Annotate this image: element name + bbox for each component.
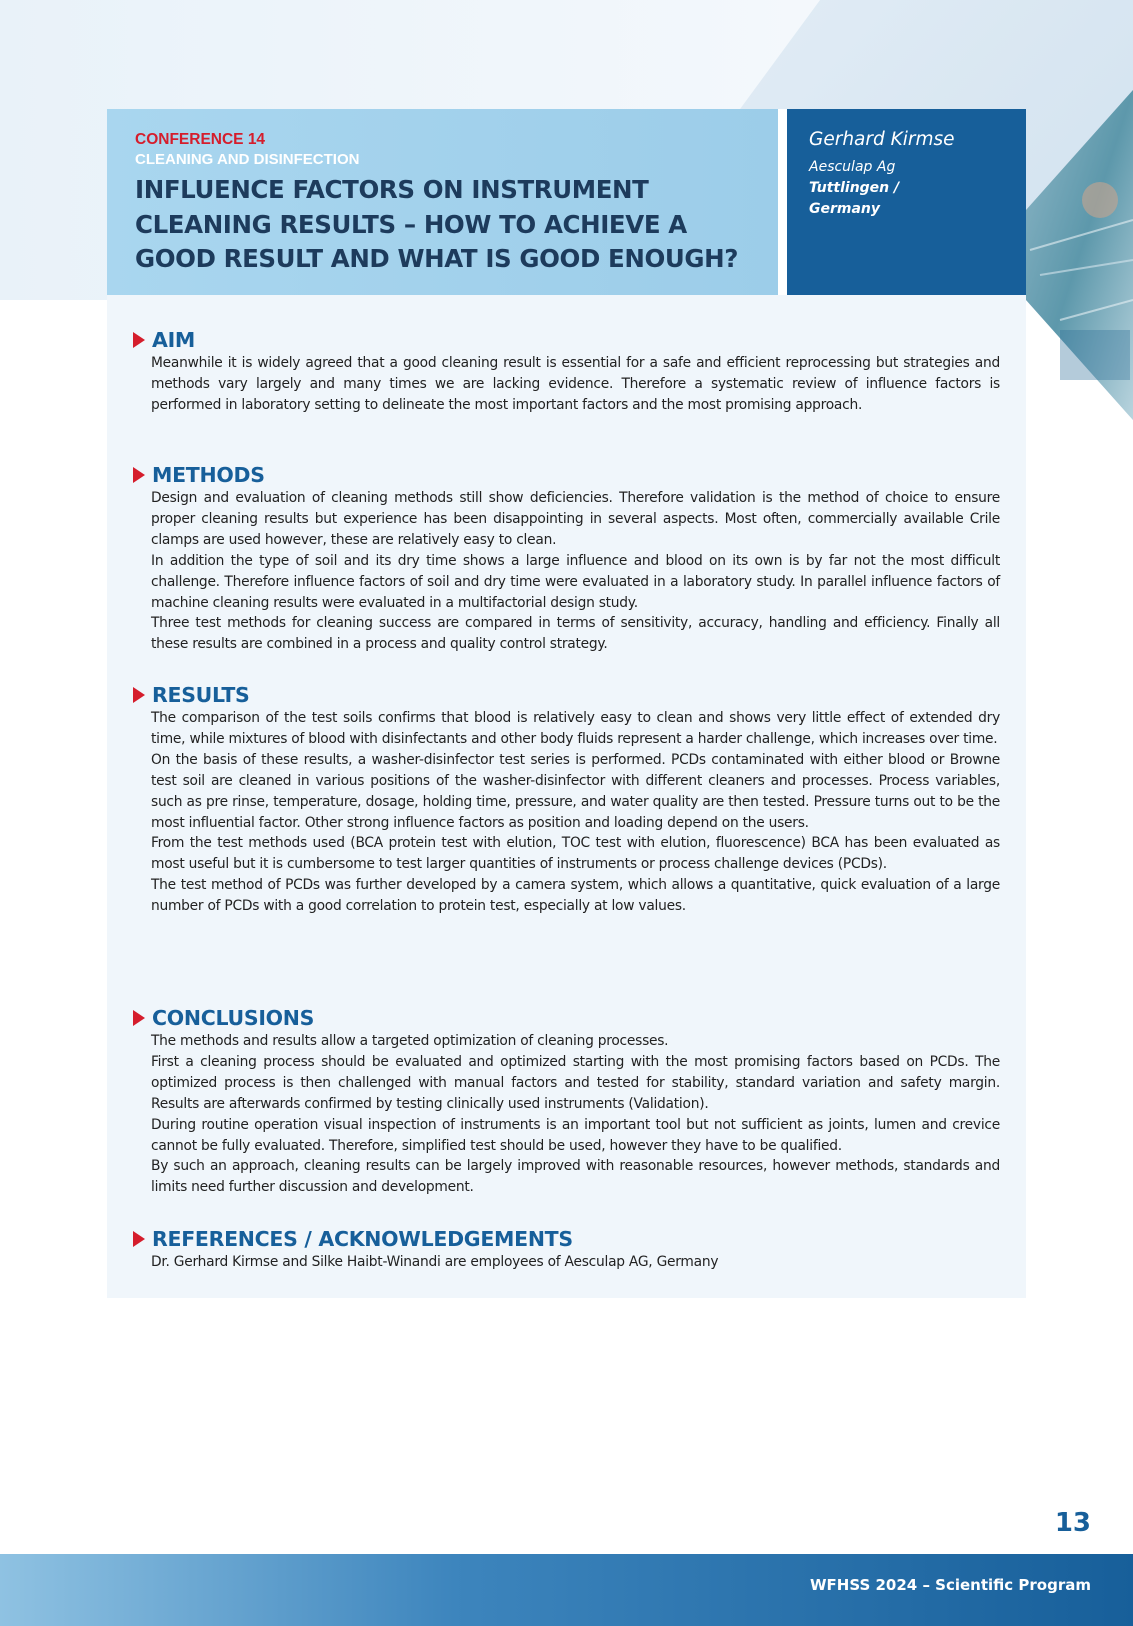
section-heading: REFERENCES / ACKNOWLEDGEMENTS	[152, 1227, 573, 1251]
section-heading: METHODS	[152, 463, 265, 487]
section-text	[151, 353, 1000, 416]
section-text	[151, 488, 1000, 655]
section-references	[132, 1226, 1002, 1273]
red-arrow-icon	[132, 466, 146, 484]
section-heading: AIM	[152, 328, 195, 352]
paragraph: Design and evaluation of cleaning methods still show deficiencies. Therefore validation is the method of choice to ensure proper cleaning results but experience has been disappointing in several aspects. Most often, commercially available Crile clamps are used however, these are relatively easy to clean.	[151, 490, 1000, 548]
paragraph: Three test methods for cleaning success are compared in terms of sensitivity, accuracy, handling and efficiency. Finally all these results are combined in a process and quality control strategy.	[151, 615, 1000, 653]
red-arrow-icon	[132, 686, 146, 704]
red-arrow-icon	[132, 1009, 146, 1027]
section-heading: CONCLUSIONS	[152, 1006, 315, 1030]
red-arrow-icon	[132, 1230, 146, 1248]
conference-track: CLEANING AND DISINFECTION	[135, 151, 360, 168]
footer-bar	[0, 1554, 1133, 1626]
author-location: Tuttlingen / Germany	[809, 180, 900, 217]
publication-title: WFHSS 2024 – Scientific Program	[809, 1576, 1091, 1594]
section-methods	[132, 462, 1002, 655]
paragraph: Meanwhile it is widely agreed that a good cleaning result is essential for a safe and efficient reprocessing but strategies and methods vary largely and many times we are lacking evidence. Therefore a systematic review of influence factors is performed in laboratory setting to delineate the most important factors and the most promising approach.	[151, 355, 1000, 413]
conference-header	[107, 109, 778, 295]
section-text	[151, 1252, 1000, 1273]
author-affiliation: Aesculap Ag	[809, 159, 896, 175]
paragraph: First a cleaning process should be evaluated and optimized starting with the most promising factors based on PCDs. The optimized process is then challenged with manual factors and tested for stability, standard variation and safety margin. Results are afterwards confirmed by testing clinically used instruments (Validation).	[151, 1053, 1000, 1112]
section-conclusions	[132, 1005, 1002, 1198]
red-arrow-icon	[132, 331, 146, 349]
section-heading: RESULTS	[152, 683, 250, 707]
paragraph: In addition the type of soil and its dry time shows a large influence and blood on its own is by far not the most difficult challenge. Therefore influence factors of soil and dry time were evaluated in a laboratory study. In parallel influence factors of machine cleaning results were evaluated in a multifactorial design study.	[151, 552, 1000, 611]
paragraph: By such an approach, cleaning results can be largely improved with reasonable resources, however methods, standards and limits need further discussion and development.	[151, 1158, 1000, 1196]
section-text	[151, 708, 1000, 917]
paragraph: The test method of PCDs was further developed by a camera system, which allows a quantitative, quick evaluation of a large number of PCDs with a good correlation to protein test, especially at low values.	[151, 877, 1000, 915]
author-box	[787, 109, 1026, 295]
abstract-title: INFLUENCE FACTORS ON INSTRUMENT CLEANING RESULTS – HOW TO ACHIEVE A GOOD RESULT AND WHAT IS GOOD ENOUGH?	[135, 175, 739, 273]
paragraph: From the test methods used (BCA protein test with elution, TOC test with elution, fluorescence) BCA has been evaluated as most useful but it is cumbersome to test larger quantities of instruments or process challenge devices (PCDs).	[151, 835, 1000, 873]
author-name: Gerhard Kirmse	[809, 129, 955, 150]
section-aim	[132, 327, 1002, 416]
paragraph: The methods and results allow a targeted optimization of cleaning processes.	[151, 1033, 669, 1049]
section-results	[132, 682, 1002, 917]
section-text	[151, 1031, 1000, 1198]
conference-label: CONFERENCE 14	[135, 131, 266, 148]
page-number: 13	[1054, 1508, 1091, 1538]
paragraph: Dr. Gerhard Kirmse and Silke Haibt-Winandi are employees of Aesculap AG, Germany	[151, 1254, 719, 1270]
paragraph: The comparison of the test soils confirms that blood is relatively easy to clean and shows very little effect of extended dry time, while mixtures of blood with disinfectants and other body fluids represent a harder challenge, which increases over time.	[151, 710, 1000, 747]
paragraph: On the basis of these results, a washer-disinfector test series is performed. PCDs contaminated with either blood or Browne test soil are cleaned in various positions of the washer-disinfector with different cleaners and processes. Process variables, such as pre rinse, temperature, dosage, holding time, pressure, and water quality are then tested. Pressure turns out to be the most influential factor. Other strong influence factors as position and loading depend on the users.	[151, 751, 1000, 831]
paragraph: During routine operation visual inspection of instruments is an important tool but not sufficient as joints, lumen and crevice cannot be fully evaluated. Therefore, simplified test should be used, however they have to be qualified.	[151, 1116, 1000, 1154]
